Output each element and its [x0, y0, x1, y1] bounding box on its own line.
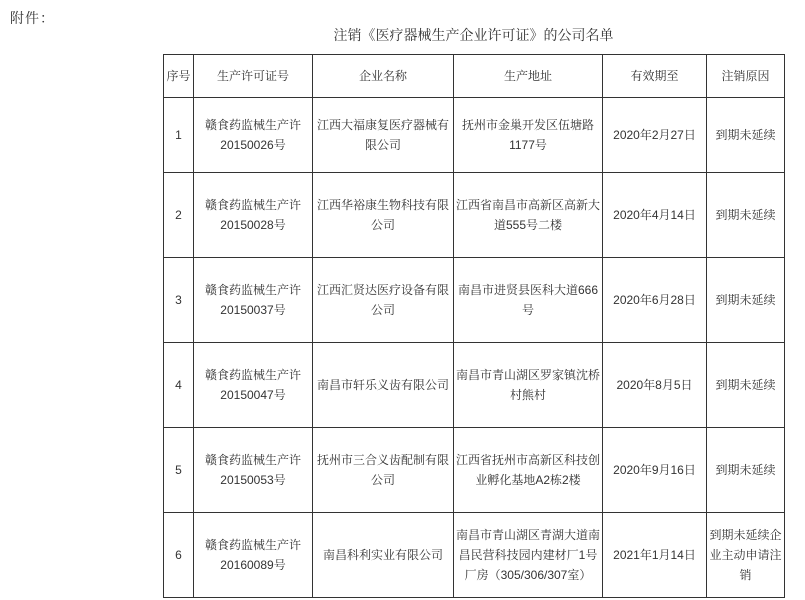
cell-address: 江西省抚州市高新区科技创业孵化基地A2栋2楼 — [454, 428, 603, 513]
column-header-address: 生产地址 — [454, 55, 603, 98]
cell-reason: 到期未延续企业主动申请注销 — [707, 513, 785, 598]
table-row — [164, 98, 785, 173]
cell-index: 5 — [164, 428, 194, 513]
cell-reason: 到期未延续 — [707, 98, 785, 173]
cell-index: 1 — [164, 98, 194, 173]
cell-index: 3 — [164, 258, 194, 343]
cell-index: 2 — [164, 173, 194, 258]
cell-company: 江西汇贤达医疗设备有限公司 — [313, 258, 454, 343]
cell-address: 南昌市进贤县医科大道666号 — [454, 258, 603, 343]
cell-address: 南昌市青山湖区罗家镇沈桥村熊村 — [454, 343, 603, 428]
cell-address: 江西省南昌市高新区高新大道555号二楼 — [454, 173, 603, 258]
cell-license: 赣食药监械生产许20150026号 — [194, 98, 313, 173]
cell-company: 抚州市三合义齿配制有限公司 — [313, 428, 454, 513]
cell-license: 赣食药监械生产许20150037号 — [194, 258, 313, 343]
cell-valid-until: 2020年2月27日 — [603, 98, 707, 173]
license-cancellation-table — [163, 54, 785, 598]
cell-valid-until: 2020年4月14日 — [603, 173, 707, 258]
cell-license: 赣食药监械生产许20150053号 — [194, 428, 313, 513]
cell-license: 赣食药监械生产许20160089号 — [194, 513, 313, 598]
table-header-row — [164, 55, 785, 98]
table-row — [164, 343, 785, 428]
column-header-valid-until: 有效期至 — [603, 55, 707, 98]
cell-reason: 到期未延续 — [707, 258, 785, 343]
table-row — [164, 258, 785, 343]
cell-license: 赣食药监械生产许20150028号 — [194, 173, 313, 258]
cell-valid-until: 2020年8月5日 — [603, 343, 707, 428]
cell-company: 江西大福康复医疗器械有限公司 — [313, 98, 454, 173]
table-row — [164, 428, 785, 513]
column-header-license: 生产许可证号 — [194, 55, 313, 98]
cell-address: 南昌市青山湖区青湖大道南昌民营科技园内建材厂1号厂房（305/306/307室） — [454, 513, 603, 598]
column-header-reason: 注销原因 — [707, 55, 785, 98]
cell-company: 江西华裕康生物科技有限公司 — [313, 173, 454, 258]
cell-index: 4 — [164, 343, 194, 428]
cell-reason: 到期未延续 — [707, 343, 785, 428]
table-row — [164, 513, 785, 598]
cell-valid-until: 2020年6月28日 — [603, 258, 707, 343]
table-row — [164, 173, 785, 258]
cell-valid-until: 2021年1月14日 — [603, 513, 707, 598]
cell-company: 南昌科利实业有限公司 — [313, 513, 454, 598]
cell-company: 南昌市轩乐义齿有限公司 — [313, 343, 454, 428]
attachment-label: 附件： — [10, 10, 55, 26]
cell-index: 6 — [164, 513, 194, 598]
cell-valid-until: 2020年9月16日 — [603, 428, 707, 513]
column-header-index: 序号 — [164, 55, 194, 98]
column-header-company: 企业名称 — [313, 55, 454, 98]
cell-address: 抚州市金巢开发区伍塘路1177号 — [454, 98, 603, 173]
cell-reason: 到期未延续 — [707, 428, 785, 513]
cell-license: 赣食药监械生产许20150047号 — [194, 343, 313, 428]
cell-reason: 到期未延续 — [707, 173, 785, 258]
page-title: 注销《医疗器械生产企业许可证》的公司名单 — [333, 27, 614, 43]
